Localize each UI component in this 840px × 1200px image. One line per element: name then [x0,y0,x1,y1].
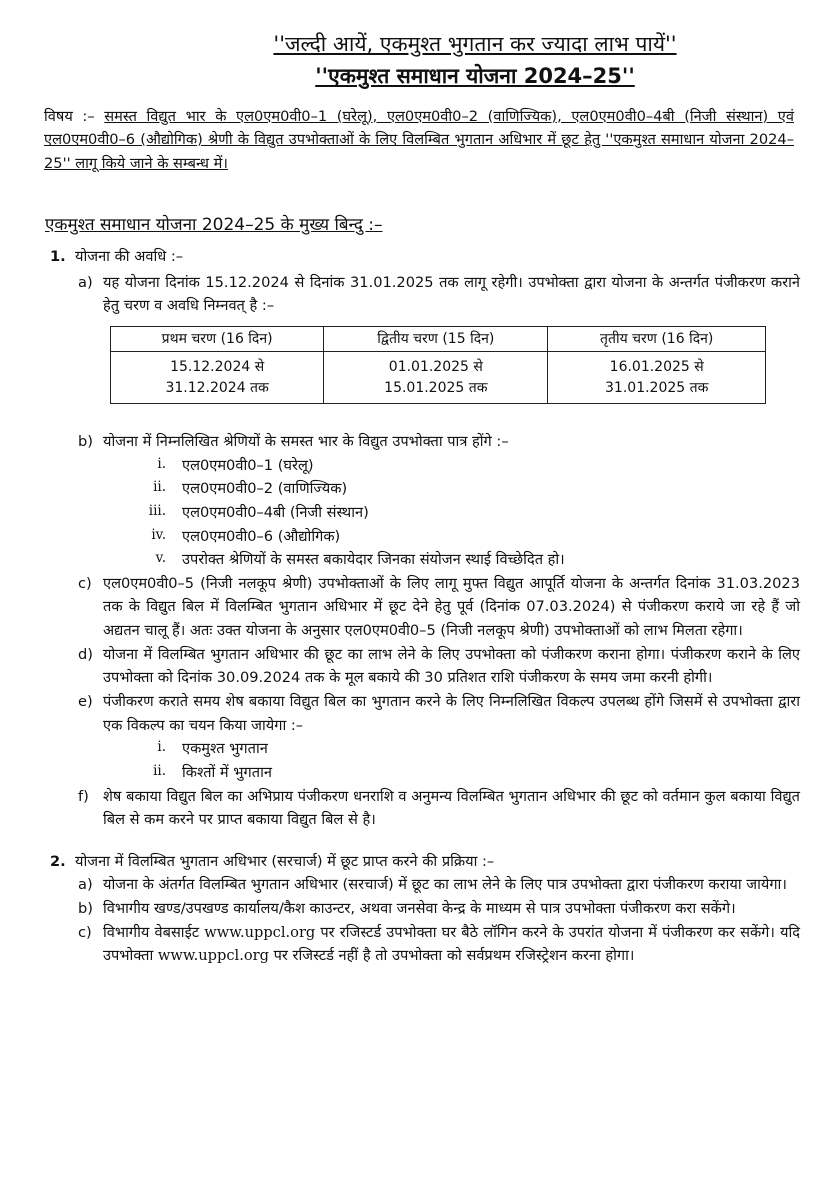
point-1c-text: एल0एम0वी0–5 (निजी नलकूप श्रेणी) उपभोक्ताओं के लिए लागू मुफ्त विद्युत आपूर्ति योजना के अन्तर्गत दिनांक 31.03.2023 तक के विद्युत बिल में विलम्बित भुगतान अधिभार में छूट देने हेतु पूर्व (दिनांक 07.03.2024) से पंजीकरण कराये जा रहे हैं जो अद्यतन चालू हैं। अतः उक्त योजना के अनुसार एल0एम0वी0–5 (निजी नलकूप श्रेणी) उपभोक्ताओं को लाभ मिलता रहेगा। [103,574,800,640]
point-1e-label: e) [78,693,93,710]
uppcl-website-link[interactable]: www.uppcl.org [157,947,269,965]
phase-1-header: प्रथम चरण (16 दिन) [111,327,324,352]
point-1a-text: यह योजना दिनांक 15.12.2024 से दिनांक 31.01.2025 तक लागू रहेगी। उपभोक्ता द्वारा योजना के अन्तर्गत पंजीकरण कराने हेतु चरण व अवधि निम्नवत् है :– [103,273,800,315]
category-item [157,454,800,478]
point-1f-text: शेष बकाया विद्युत बिल का अभिप्राय पंजीकरण धनराशि व अनुमन्य विलम्बित भुगतान अधिभार की छूट को वर्तमान कुल बकाया विद्युत बिल से कम करने पर प्राप्त बकाया विद्युत बिल से है। [103,787,800,829]
point-2a-text: योजना के अंतर्गत विलम्बित भुगतान अधिभार (सरचार्ज) में छूट का लाभ लेने के लिए पात्र उपभोक्ता द्वारा पंजीकरण कराया जायेगा। [103,876,787,894]
point-1c [78,572,800,643]
point-2c-text-2: पर रजिस्टर्ड उपभोक्ता घर बैठे लॉगिन करने के उपरांत योजना में पंजीकरण कर सकेंगे। यदि उपभोक्ता [103,923,801,965]
point-1b-label: b) [78,432,93,450]
point-2c-text-3: पर रजिस्टर्ड नहीं है तो उपभोक्ता को सर्वप्रथम रजिस्ट्रेशन करना होगा। [273,947,635,965]
category-item-label: i. [157,455,166,472]
point-1d-label: d) [78,645,93,663]
phase-2-from: 01.01.2025 से [388,359,483,376]
category-item-text: एल0एम0वी0–6 (औद्योगिक) [182,527,341,545]
section-2-number: 2. [50,852,66,870]
section-2-heading [50,850,800,874]
scheme-title-text: ''एकमुश्त समाधान योजना 2024–25'' [315,64,635,89]
phase-table-dates-row [111,352,766,404]
point-1b [78,430,800,454]
category-item [151,525,800,549]
payment-option [157,737,800,761]
category-item [148,501,800,525]
phase-1-from: 15.12.2024 से [170,359,265,376]
phase-2-header: द्वितीय चरण (15 दिन) [324,327,548,352]
section-1-heading [50,245,800,269]
main-heading: एकमुश्त समाधान योजना 2024–25 के मुख्य बिन्दु :– [45,214,383,235]
payment-option-text: किश्तों में भुगतान [182,763,272,781]
point-2c-text-1: विभागीय वेबसाईट [103,923,200,941]
point-2b-label: b) [78,900,93,918]
subject-text: समस्त विद्युत भार के एल0एम0वी0–1 (घरेलू), एल0एम0वी0–2 (वाणिज्यिक), एल0एम0वी0–4बी (निजी संस्थान) एवं एल0एम0वी0–6 (औद्योगिक) श्रेणी के विद्युत उपभोक्ताओं के लिए विलम्बित भुगतान अधिभार में छूट हेतु ''एकमुश्त समाधान योजना 2024–25'' लागू किये जाने के सम्बन्ध में। [44,107,794,172]
phase-3-header: तृतीय चरण (16 दिन) [548,327,766,352]
point-1c-label: c) [78,574,92,592]
phase-3-to: 31.01.2025 तक [605,379,709,396]
phase-2-dates [324,352,548,404]
scheme-title [0,62,840,90]
point-1a-label: a) [78,273,93,291]
payment-option [153,761,800,785]
category-item [153,477,800,501]
point-2c [78,921,801,968]
category-item [155,548,800,572]
section-1-title: योजना की अवधि :– [75,248,184,266]
point-1d-text: योजना में विलम्बित भुगतान अधिभार की छूट का लाभ लेने के लिए उपभोक्ता को पंजीकरण कराना होगा। पंजीकरण कराने के लिए उपभोक्ता को दिनांक 30.09.2024 तक के मूल बकाये की 30 प्रतिशत राशि पंजीकरण के समय जमा करनी होगी। [103,645,800,687]
phase-1-dates [111,352,324,404]
tagline [0,30,840,58]
phase-table-header-row [111,327,766,352]
point-1a [78,271,800,318]
phase-table [110,326,766,404]
payment-option-label: i. [157,739,166,756]
phase-3-from: 16.01.2025 से [609,359,704,376]
category-item-label: iii. [148,502,166,519]
subject-block [44,105,794,176]
category-item-text: एल0एम0वी0–2 (वाणिज्यिक) [182,480,348,498]
point-2c-label: c) [78,923,92,941]
phase-1-to: 31.12.2024 तक [165,379,269,396]
point-1e-text: पंजीकरण कराते समय शेष बकाया विद्युत बिल का भुगतान करने के लिए निम्नलिखित विकल्प उपलब्ध होंगे जिसमें से उपभोक्ता द्वारा एक विकल्प का चयन किया जायेगा :– [103,693,800,734]
category-item-label: v. [155,550,166,567]
subject-label: विषय :– [44,107,95,125]
phase-3-dates [548,352,766,404]
uppcl-website-link[interactable]: www.uppcl.org [204,923,316,941]
payment-option-label: ii. [153,762,166,779]
point-2a [78,873,800,897]
point-2b-text: विभागीय खण्ड/उपखण्ड कार्यालय/कैश काउन्टर, अथवा जनसेवा केन्द्र के माध्यम से पात्र उपभोक्ता पंजीकरण करा सकेंगे। [103,900,736,918]
category-item-label: ii. [153,479,166,496]
category-item-text: एल0एम0वी0–4बी (निजी संस्थान) [182,503,369,521]
category-item-text: एल0एम0वी0–1 (घरेलू) [182,456,314,474]
point-1d [78,643,800,690]
payment-option-text: एकमुश्त भुगतान [182,740,268,758]
point-1f [78,785,800,832]
tagline-text: ''जल्दी आयें, एकमुश्त भुगतान कर ज्यादा लाभ पायें'' [273,32,677,56]
category-item-text: उपरोक्त श्रेणियों के समस्त बकायेदार जिनका संयोजन स्थाई विच्छेदित हो। [182,551,565,569]
phase-2-to: 15.01.2025 तक [384,379,488,396]
point-1f-label: f) [78,787,89,805]
category-item-label: iv. [151,526,166,543]
point-2a-label: a) [78,876,93,894]
point-2b [78,897,800,921]
point-1e [78,690,800,737]
section-1-number: 1. [50,248,66,266]
section-2-title: योजना में विलम्बित भुगतान अधिभार (सरचार्ज) में छूट प्राप्त करने की प्रक्रिया :– [75,852,495,870]
point-1b-text: योजना में निम्नलिखित श्रेणियों के समस्त भार के विद्युत उपभोक्ता पात्र होंगे :– [103,432,509,450]
